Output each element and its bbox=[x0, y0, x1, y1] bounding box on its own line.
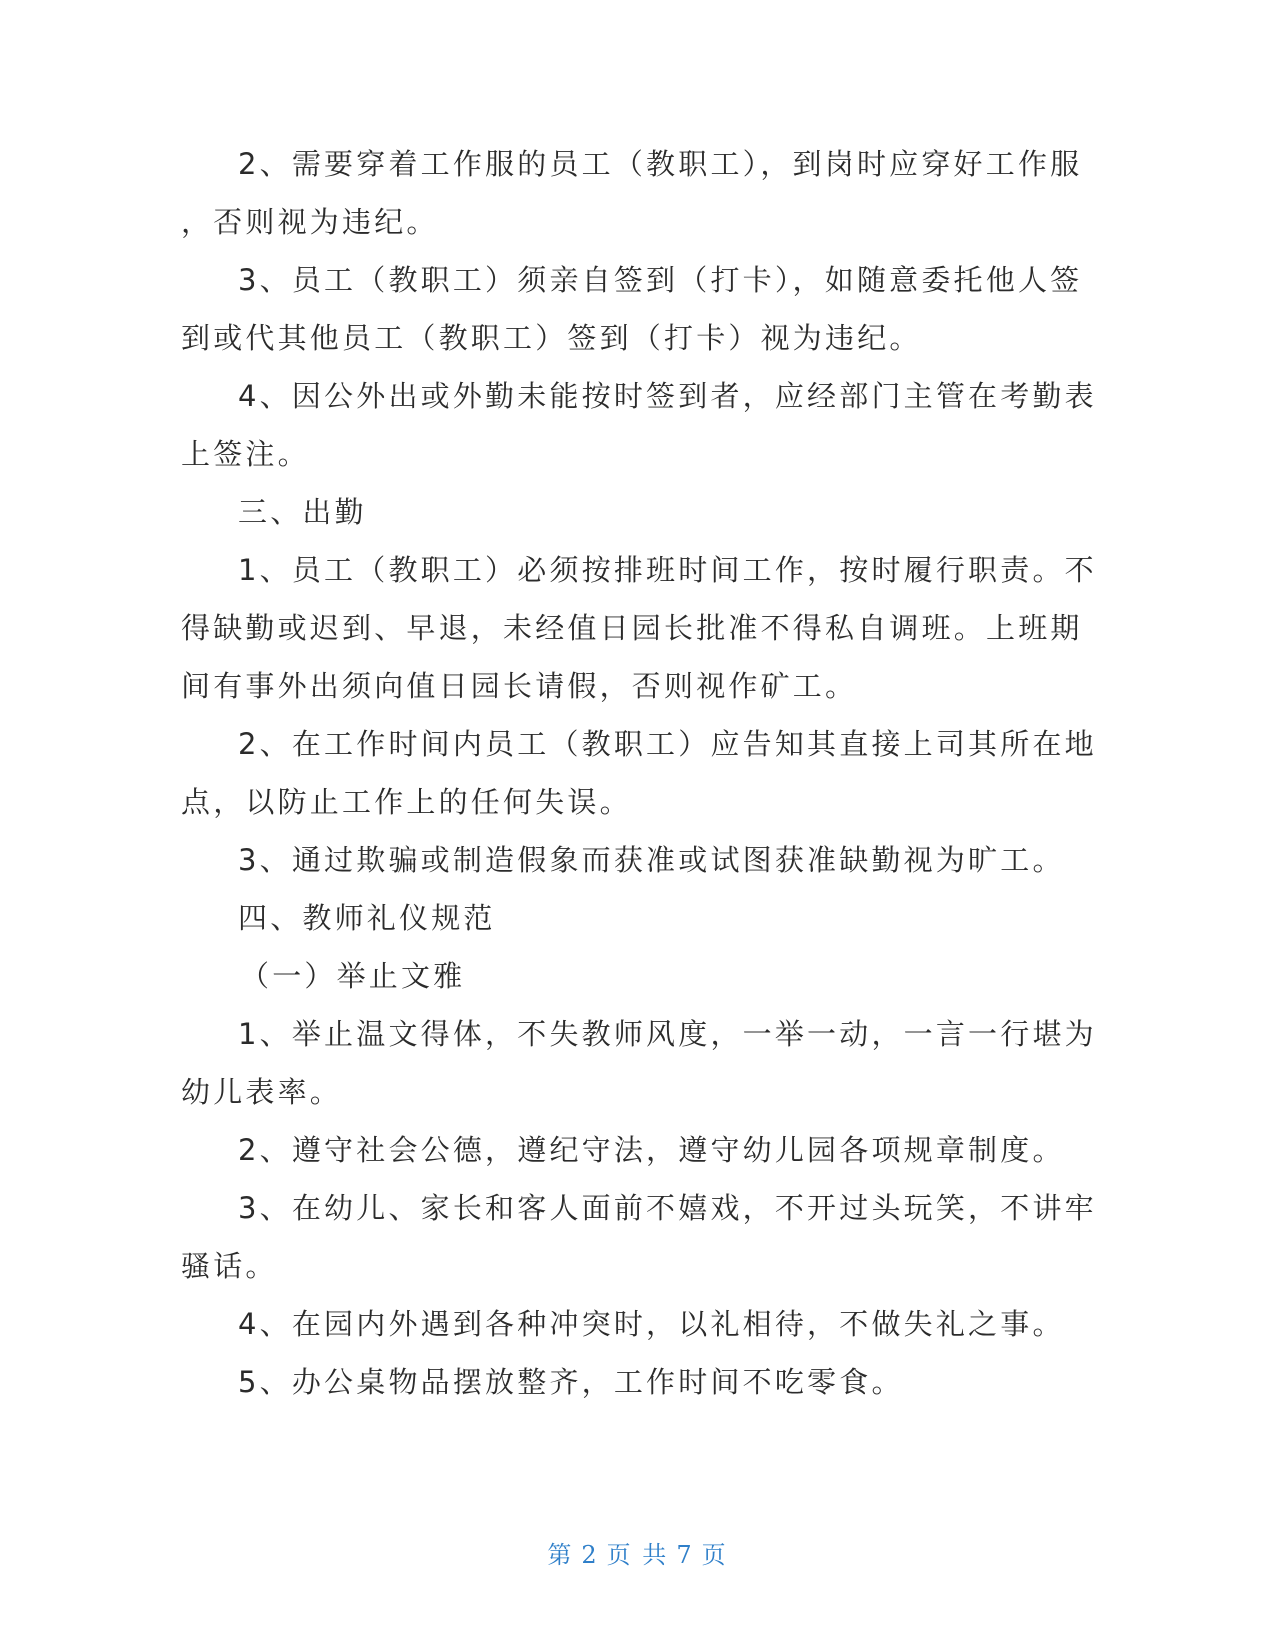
paragraph-line: 到或代其他员工（教职工）签到（打卡）视为违纪。 bbox=[181, 321, 922, 355]
paragraph-line: 1、举止温文得体，不失教师风度，一举一动，一言一行堪为 bbox=[238, 1017, 1097, 1051]
paragraph-line: 幼儿表率。 bbox=[181, 1075, 343, 1109]
paragraph-line: 2、遵守社会公德，遵纪守法，遵守幼儿园各项规章制度。 bbox=[238, 1133, 1065, 1167]
paragraph-line: 1、员工（教职工）必须按排班时间工作，按时履行职责。不 bbox=[238, 553, 1097, 587]
paragraph-line: 3、员工（教职工）须亲自签到（打卡），如随意委托他人签 bbox=[238, 263, 1083, 297]
paragraph-line: 3、通过欺骗或制造假象而获准或试图获准缺勤视为旷工。 bbox=[238, 843, 1065, 877]
paragraph-line: 4、在园内外遇到各种冲突时，以礼相待，不做失礼之事。 bbox=[238, 1307, 1065, 1341]
subsection-heading: （一）举止文雅 bbox=[240, 959, 466, 993]
paragraph-line: ，否则视为违纪。 bbox=[181, 205, 439, 239]
footer-prefix: 第 bbox=[547, 1541, 574, 1569]
section-heading: 四、教师礼仪规范 bbox=[238, 901, 496, 935]
page-footer bbox=[0, 1535, 1275, 1570]
paragraph-line: 点，以防止工作上的任何失误。 bbox=[181, 785, 632, 819]
footer-total-pages: 7 bbox=[676, 1541, 694, 1569]
paragraph-line: 间有事外出须向值日园长请假，否则视作矿工。 bbox=[181, 669, 858, 703]
paragraph-line: 4、因公外出或外勤未能按时签到者，应经部门主管在考勤表 bbox=[238, 379, 1097, 413]
footer-page-number: 2 bbox=[581, 1541, 599, 1569]
paragraph-line: 3、在幼儿、家长和客人面前不嬉戏，不开过头玩笑，不讲牢 bbox=[238, 1191, 1097, 1225]
section-heading: 三、出勤 bbox=[238, 495, 367, 529]
paragraph-line: 上签注。 bbox=[181, 437, 310, 471]
paragraph-line: 2、需要穿着工作服的员工（教职工），到岗时应穿好工作服 bbox=[238, 147, 1083, 181]
footer-suffix: 页 bbox=[701, 1541, 728, 1569]
paragraph-line: 2、在工作时间内员工（教职工）应告知其直接上司其所在地 bbox=[238, 727, 1097, 761]
paragraph-line: 骚话。 bbox=[181, 1249, 278, 1283]
paragraph-line: 得缺勤或迟到、早退，未经值日园长批准不得私自调班。上班期 bbox=[181, 611, 1083, 645]
paragraph-line: 5、办公桌物品摆放整齐，工作时间不吃零食。 bbox=[238, 1365, 904, 1399]
footer-middle: 页 共 bbox=[606, 1541, 669, 1569]
